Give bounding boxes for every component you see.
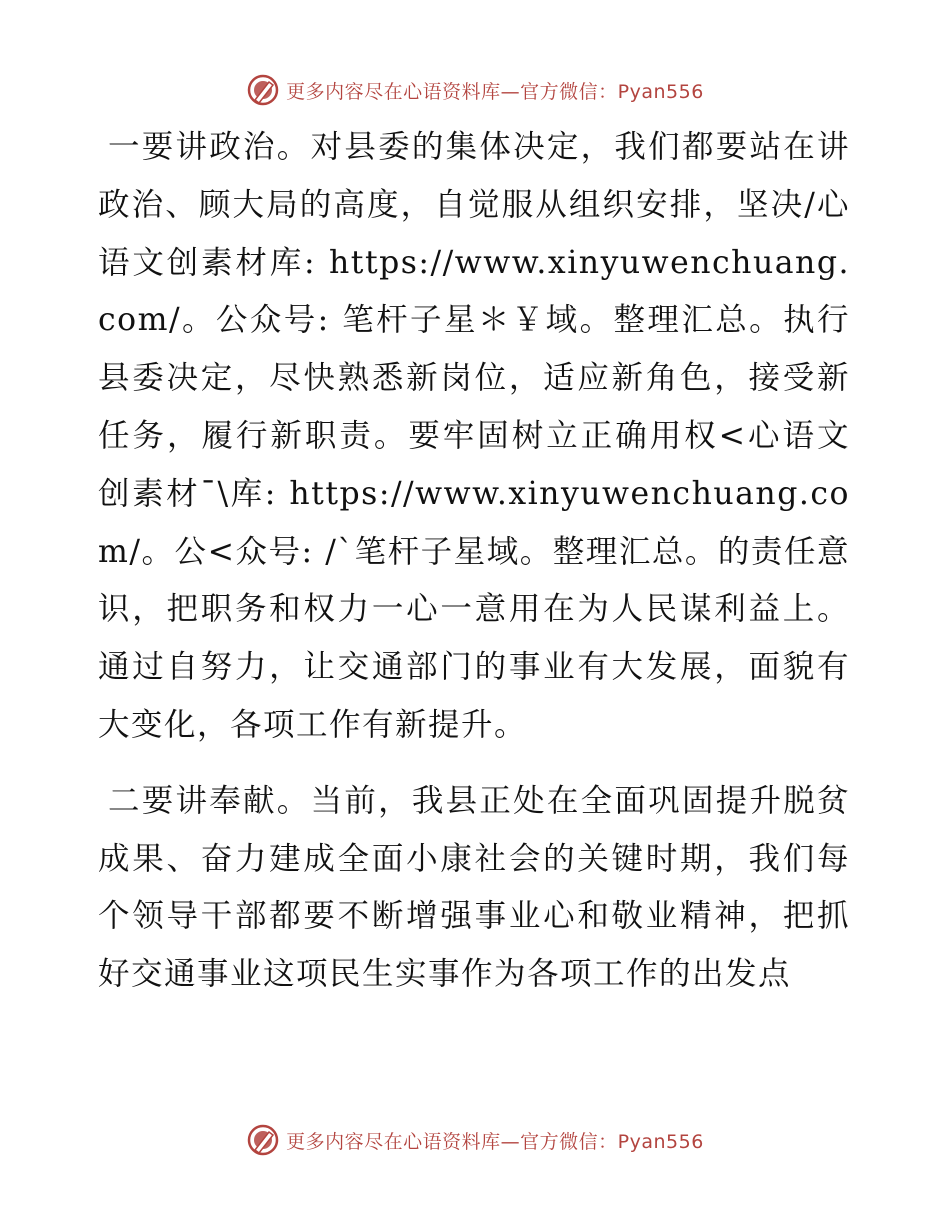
- pen-seal-logo-icon: [246, 1123, 280, 1157]
- document-body: [98, 119, 850, 1004]
- footer-watermark: [0, 1122, 950, 1158]
- paragraph-dedication: 二要讲奉献。当前，我县正处在全面巩固提升脱贫成果、奋力建成全面小康社会的关键时期，我们每个领导干部都要不断增强事业心和敬业精神，把抓好交通事业这项民生实事作为各项工作的出发点: [98, 782, 850, 993]
- header-watermark-text: 更多内容尽在心语资料库—官方微信：Pyan556: [286, 80, 704, 103]
- header-watermark: [0, 72, 950, 108]
- paragraph-politics: 一要讲政治。对县委的集体决定，我们都要站在讲政治、顾大局的高度，自觉服从组织安排，坚决/心语文创素材库: https://www.xinyuwenchuang.com/。公众号: 笔杆子星＊￥域。整理汇总。执行县委决定，尽快熟悉新岗位，适应新角色，接受新任务，履行新职责。要牢固树立正确用权<心语文创素材¯\库: https://www.xinyuwenchuang.com/。公<众号: /`笔杆子星域。整理汇总。的责任意识，把职务和权力一心一意用在为人民谋利益上。通过自努力，让交通部门的事业有大发展，面貌有大变化，各项工作有新提升。: [98, 129, 850, 743]
- pen-seal-logo-icon: [246, 73, 280, 107]
- footer-watermark-text: 更多内容尽在心语资料库—官方微信：Pyan556: [286, 1130, 704, 1153]
